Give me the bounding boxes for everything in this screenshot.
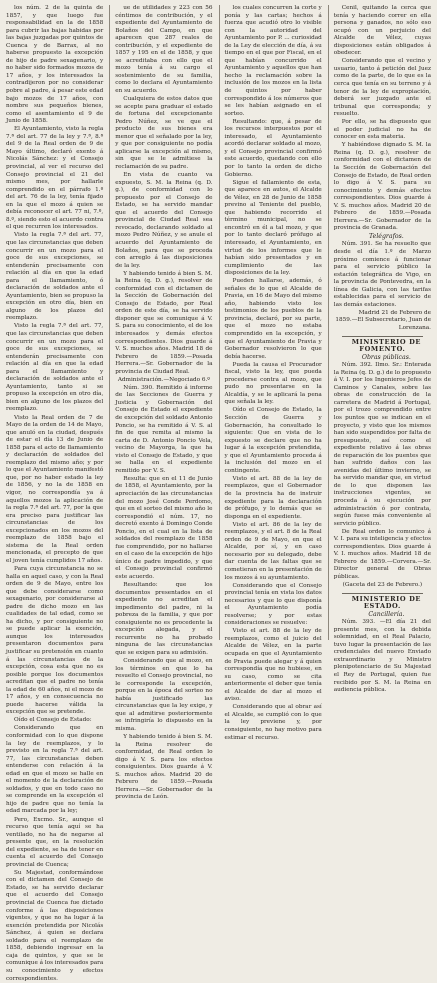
article-paragraph: Pueden hallarse, además, ó señales de lo que el Alcalde de Pravia, en 16 de Mayo del mismo año, habiendo visto los testimonios de los pueblos de la provincia, declaró, por su parte, que el mozo no estaba comprendido en la excepción, y que el Ayuntamiento de Pravia y Gobernador resolvieron lo que debía hacerse. — [224, 278, 322, 360]
article-paragraph: Cualquiera de estos datos que se acepte para graduar el estado de fortuna del excepcionante Pedro Núñez, se ve que el producto de sus bienes era menor que el señalado por la ley, y que por consiguiente no podía aplicarse la excepción al mismo, sin que se le admitiese la reclamación de su padre. — [115, 96, 213, 170]
text-column-4 — [328, 5, 432, 694]
article-paragraph: ue de utilidades y 223 con 56 céntimos de contribución, y el expediente del Ayuntamiento de Bolaños del Campo, en que aparecen que 287 reales de contribución, y el expediente de 1857 y 195 en el de 1858, y que se acreditaba con ello que el mozo tenía á su cargo el sostenimiento de su familia, como lo declara el Ayuntamiento en su acuerdo. — [115, 5, 213, 95]
section-heading: Telégrafos. — [369, 233, 404, 241]
article-paragraph: Para cuya circunstancia no se halla en aquel caso, y con la Real orden de 9 de Mayo, entre los que debe considerarse como sexagenario, por considerarse al padre de dicho mozo en las cualidades de tal edad, como se ha dicho, y por consiguiente no se puede aplicar la exención, aunque los interesados presentaron documentos para justificar su pretensión en cuanto á las circunstancias de la excepción, cosa esta que no es posible porque los documentos acreditan que el padre no tenía la edad de 60 años, ni el mozo de 17 años, y en consecuencia no puede hacerse válida la excepción que se pretende. — [6, 565, 104, 716]
article-paragraph: Núm. 393. —El día 21 del presente mes, con la debida solemnidad, en el Real Palacio, tuvo lugar la presentación de las credenciales del nuevo Enviado extraordinario y Ministro plenipotenciario de Su Majestad el Rey de Portugal, quien fue recibido por S. M. la Reina en audiencia pública. — [333, 619, 431, 694]
article-paragraph: Y habiendo tenido á bien S. M. la Reina resolver de conformidad, de Real orden lo digo á V. S. para los efectos consiguientes. Dios guarde á V. S. muchos años. Madrid 20 de Febrero de 1859.—Posada Herrera.—Sr. Gobernador de la provincia de León. — [115, 734, 213, 801]
article-paragraph: Visto la regla 7.ª del art. 77, que las circunstancias que deben concurrir en un mozo para el goce de sus excepciones, se entenderán precisamente con relación al día en que la edad para el llamamiento y declaración de soldados ante el Ayuntamiento, tanto si se propuso la excepción en otro día, bien en alguno de los plazos del reemplazo. — [6, 323, 104, 413]
article-paragraph: Pero, Excmo. Sr., aunque el recurso que tenía aquí se ha ventilado, no ha de negarse al presente que, en la resolución del expediente, se ha de tener en cuenta el acuerdo del Consejo provincial de Cuenca; — [6, 816, 104, 868]
article-paragraph: Y habiéndose dignado S. M. la Reina (q. D. g.), resolver de conformidad con el dictamen de la Sección de Gobernación del Consejo de Estado, de Real orden lo digo á V. S. para su conocimiento y demás efectos correspondientes. Dios guarde á V. S. muchos años. Madrid 20 de Febrero de 1859.—Posada Herrera.—Sr. Gobernador de la provincia de Granada. — [333, 142, 432, 232]
article-paragraph: (Gaceta del 23 de Febrero.) — [342, 582, 423, 589]
article-paragraph: Administración.—Negociado 6.º — [117, 376, 210, 383]
article-paragraph: Núm. 392. Ilmo. Sr.: Enterada la Reina (q. D. g.) de lo propuesto á V. I. por los Ingenieros Jefes de Caminos y Canales, sobre las obras de construcción de la carretera de Madrid á Portugal, por el trozo comprendido entre los puntos que se indican en el proyecto, y visto que los mismos han sido suspendidos por falta de presupuesto, así como el expediente relativo á las obras de reparación de los puentes que han sufrido daños con las avenidas del último invierno, se ha servido mandar que, en virtud de lo que disponen las instrucciones vigentes, se proceda á su ejecución por administración ó por contrata, según fuese más conveniente al servicio público. — [333, 362, 431, 527]
article-paragraph: Y habiendo tenido á bien S. M. la Reina (q. D. g.), resolver de conformidad con el dictamen de la Sección de Gobernación del Consejo de Estado, por Real orden de este día, se ha servido disponer que se comunique á V. S. para su conocimiento, el de los interesados y demás efectos correspondientes. Dios guarde á V. S. muchos años. Madrid 18 de Febrero de 1859.—Posada Herrera.—Sr. Gobernador de la provincia de Ciudad Real. — [115, 270, 213, 375]
article-paragraph: Oído el Consejo de Estado: — [14, 717, 92, 724]
article-paragraph: Considerando que en conformidad con lo que dispone la ley de reemplazos, y lo previsto en la regla 7.ª del art. 77, las circunstancias deben entenderse con relación á la edad en que el mozo se halle en el momento de la declaración de soldados, y que en todo caso no se comprende en la excepción el hijo de padre que no tenía la edad marcada por la ley; — [6, 725, 104, 815]
article-paragraph: Sigue el fallamiento de esta, que aparece en autos, el Alcalde de Vélez, en 28 de Junio de 1858 previno al Teniente del pueblo, que habiendo recorrido el término municipal, no se encontró en él a tal mozo, y que por lo tanto declaró prófugo al interesado, el Ayuntamiento, en virtud de los informes que le habían sido presentados y en cumplimiento de las disposiciones de la ley. — [224, 179, 322, 277]
article-paragraph: Resulta: que en el 11 de Junio de 1858, el Ayuntamiento, por la apreciación de las circunstancias del mozo José Conde Perdomo, que en el sorteo del mismo año le correspondió el núm. 17, no decretó exento á Domingo Conde Poncio, en el cual en la lista de soldados del reemplazo de 1858 fue comprendido, por no hallarse en el caso de la excepción de hijo único de padre impedido, y que el Consejo provincial confirmó este acuerdo. — [115, 475, 213, 581]
article-paragraph: Madrid 21 de Febrero de 1859.—El Subsecretario, Juan de Lorenzana. — [335, 309, 431, 331]
article-paragraph: Cenil, quitando la cerca que tenía y haciendo correr en ella persona y ganados, no sólo eso ocupó con un perjuicio del Alcalde de Vélez, cuyas disposiciones están obligados á obedecer. — [333, 5, 431, 57]
article-paragraph: Visto la Real orden de 7 de Mayo de la orden de 14 de Mayo, que anuló en la ciudad, después de estar el día 13 de Junio de 1858 para el acto de llamamiento y declaración de soldados del reemplazo del mismo año; y por lo que el Ayuntamiento manifestó que, por no haber estado la ley de 1856, y no la de 1858 en vigor, no correspondía ya á aquellos mozos la aplicación de la regla 7.ª del art. 77, por la que era preciso para justificar las circunstancias de los excepcionados en los mozos del reemplazo de 1858 bajo el sistema de la Real orden mencionada, el precepto de que el joven tenía cumplidos 17 años. — [6, 414, 104, 564]
article-paragraph: Oído el Consejo de Estado, la Sección de Guerra y Gobernación, ha consultado lo siguiente: Que en vista de lo expuesto se declare que no ha lugar á la excepción pretendida, y que el Ayuntamiento proceda á la inclusión del mozo en el contingente. — [224, 407, 322, 474]
article-paragraph: Su Majestad, conformándose con el dictamen del Consejo de Estado, se ha servido declarar que el acuerdo del Consejo provincial de Cuenca fue dictado conforme á las disposiciones vigentes, y que no ha lugar á la exención pretendida por Nicolás Sánchez, á quien se declara soldado para el reemplazo de 1858, debiendo ingresar en la caja de quintos, y que se le comunique á los interesados para su conocimiento y efectos correspondientes. — [6, 869, 104, 982]
section-divider — [342, 593, 423, 594]
section-heading: Obras públicas. — [361, 354, 411, 362]
ministry-heading: MINISTERIO DE ESTADO. — [351, 594, 422, 611]
article-paragraph: los cuales concurren la corte y ponía y las cartas; hechos á fuerza que acudió otro lo visible con la autoridad del Ayuntamiento por P. ... curiosidad de la Ley de elección de día, á su tiempo en el que por Fiscal, en el que habían concurrido el Ayuntamiento y aquellos que han hecho la reclamación sobre la inclusión de los mozos en la lista de quintos por haber correspondido á los números que se les habían asignado en el sorteo. — [224, 5, 322, 117]
article-paragraph: Considerando que el Consejo provincial tenía en vista los datos necesarios y que lo que disponía el Ayuntamiento podía resolverse; y por estas consideraciones se resuelve: — [224, 582, 322, 627]
article-paragraph: En vista de cuanto va expuesto, S. M. la Reina (q. D. g.), de conformidad con lo propuesto por el Consejo de Estado, se ha servido mandar que el acuerdo del Consejo provincial de Ciudad Real sea revocado, declarando soldado al mozo Pedro Núñez, y se anule el acuerdo del Ayuntamiento de Bolaños, para que se proceda con arreglo á las disposiciones de la ley. — [115, 172, 213, 269]
article-paragraph: Visto el art. 88 de la ley de reemplazos, que el Gobernador de la provincia ha de instruir expediente para la declaración de prófugo, y lo demás que se disponga en el expediente. — [224, 475, 322, 520]
text-column-2 — [109, 5, 213, 801]
article-paragraph: Núm. 391. Se ha resuelto que desde el día 1.º de Marzo próximo comience á funcionar para el servicio público la estación telegráfica de Vigo, en la provincia de Pontevedra, en la línea de Galicia, con las tarifas establecidas para el servicio de las demás estaciones. — [333, 241, 431, 308]
article-paragraph: los núm. 2 de la quinta de 1857, y que luego fue responsabilidad en la de 1858 para cubrir las bajas habidas por las bajas juzgadas por quintos de Cuenca y de Barrax, al no haberse propuesto la excepción de hijo de padre sexagenario, y no haber sido formados mozos de 17 años, y los interesados la contradijeron por no considerar pobre al padre, á pesar este edad bajo mozos de 17 años, con nombre sus pequeños bienes, como el asentamiento el 9 de Junio de 1858. — [6, 5, 104, 125]
section-divider — [342, 336, 423, 337]
ministry-heading: MINISTERIO DE FOMENTO. — [351, 337, 422, 354]
text-column-3 — [219, 5, 322, 741]
article-paragraph: Visto el art. 86 de la ley de reemplazos, y el art. 8 de la Real orden de 9 de Mayo, en que el Alcalde, por sí, y en caso necesario por su delegado, debe dar cuenta de las faltas que se cometieran en la presentación de los mozos á su ayuntamiento. — [224, 521, 322, 581]
article-paragraph: El Ayuntamiento, visto la regla 7.ª del art. 77 de la ley y 7.ª, 8.ª del 9 de la Real orden de 9 de Mayo último, declaró exento á Nicolás Sánchez: y el Consejo provincial, al ver el recurso del Consejo provincial el 21 del mismo mes, por hallarle comprendido en el párrafo 1.º del art. 76 de la ley, tenía fijado en la que el mozo á quien se debía reconocer el art. 77 ni, 7.º, 8.º, siendo esto el acuerdo contra el que recurren los interesados. — [6, 126, 104, 231]
article-paragraph: Visto la regla 7.ª del art. 77, que las circunstancias que deben concurrir en un mozo para el goce de sus excepciones, se entenderán precisamente con relación al día en que la edad para el llamamiento, ó declaración de soldados ante el Ayuntamiento, bien se propuso la excepción en otro día, bien en alguno de los plazos del reemplazo. — [6, 232, 104, 322]
article-paragraph: De Real orden lo comunico á V. I. para su inteligencia y efectos correspondientes. Dios guarde á V. I. muchos años. Madrid 18 de Febrero de 1859.—Corvera.—Sr. Director general de Obras públicas. — [333, 528, 431, 580]
article-paragraph: Considerando que el vecino y usuario, tanto á petición del Juez como de la parte, de lo que es la cerca que tenía en su terreno y á tenor de la ley de expropiación, deberá ser juzgado ante el tribunal que corresponda; y resuelto. — [333, 58, 431, 118]
article-paragraph: Considerando que al obrar así el Alcalde, se cumplió con lo que la ley previene y, por consiguiente, no hay motivo para estimar el recurso. — [224, 704, 322, 741]
article-paragraph: Resultando: que los documentos presentados en el expediente no acreditan el impedimento del padre, ni la pobreza de la familia, y que por consiguiente no es procedente la excepción alegada, y el recurrente no ha probado ninguna de las circunstancias que se exigen para su admisión. — [115, 582, 213, 656]
article-paragraph: Visto el art. 88 de la ley de reemplazos, como el juicio del Alcalde de Vélez, en la parte ocupada en que el Ayuntamiento de Pravia puede alegar y á quien correspondía que no hubiese, en su caso, como se cita anteriormente el deber que tenía el Alcalde de dar al mozo el aviso. — [224, 628, 322, 703]
article-paragraph: Por ello, se ha dispuesto que el poder judicial no ha de conocer en esta materia. — [333, 119, 431, 141]
article-paragraph: Resultando: que, á pesar de los recursos interpuestos por el interesado, el Ayuntamiento acordó declarar soldado al mozo, y el Consejo provincial confirmó este acuerdo, quedando con ello por lo tanto la orden de dicho Gobierno. — [224, 118, 322, 178]
article-paragraph: Pueda la causa el Procurador fiscal, visto la ley, que pueda procederse contra al mozo, que pudo no presentarse en la Alcaldía, y se le aplicará la pena que señala la ley. — [224, 361, 322, 406]
article-paragraph: Considerando que al mozo, en los términos en que lo ha resuelto el Consejo provincial, no le corresponde la excepción, porque en la época del sorteo no había justificado las circunstancias que la ley exige, y que al admitirse posteriormente se infringiría lo dispuesto en la misma. — [115, 658, 213, 732]
article-paragraph: Núm. 390. Remitido á informe de las Secciones de Guerra y Justicia y Gobernación del Consejo de Estado el expediente de excepción del soldado Antonio Poncio, se ha remitido á V. S. al fin de que remita al mismo la carta de D. Antonio Poncio Vela, vecino de Mayorga, la que ha visto el Consejo de Estado, y que se halla en el expediente remitido por V. S. — [115, 384, 213, 474]
section-heading: Cancillería. — [368, 611, 405, 619]
text-column-1 — [6, 5, 104, 982]
